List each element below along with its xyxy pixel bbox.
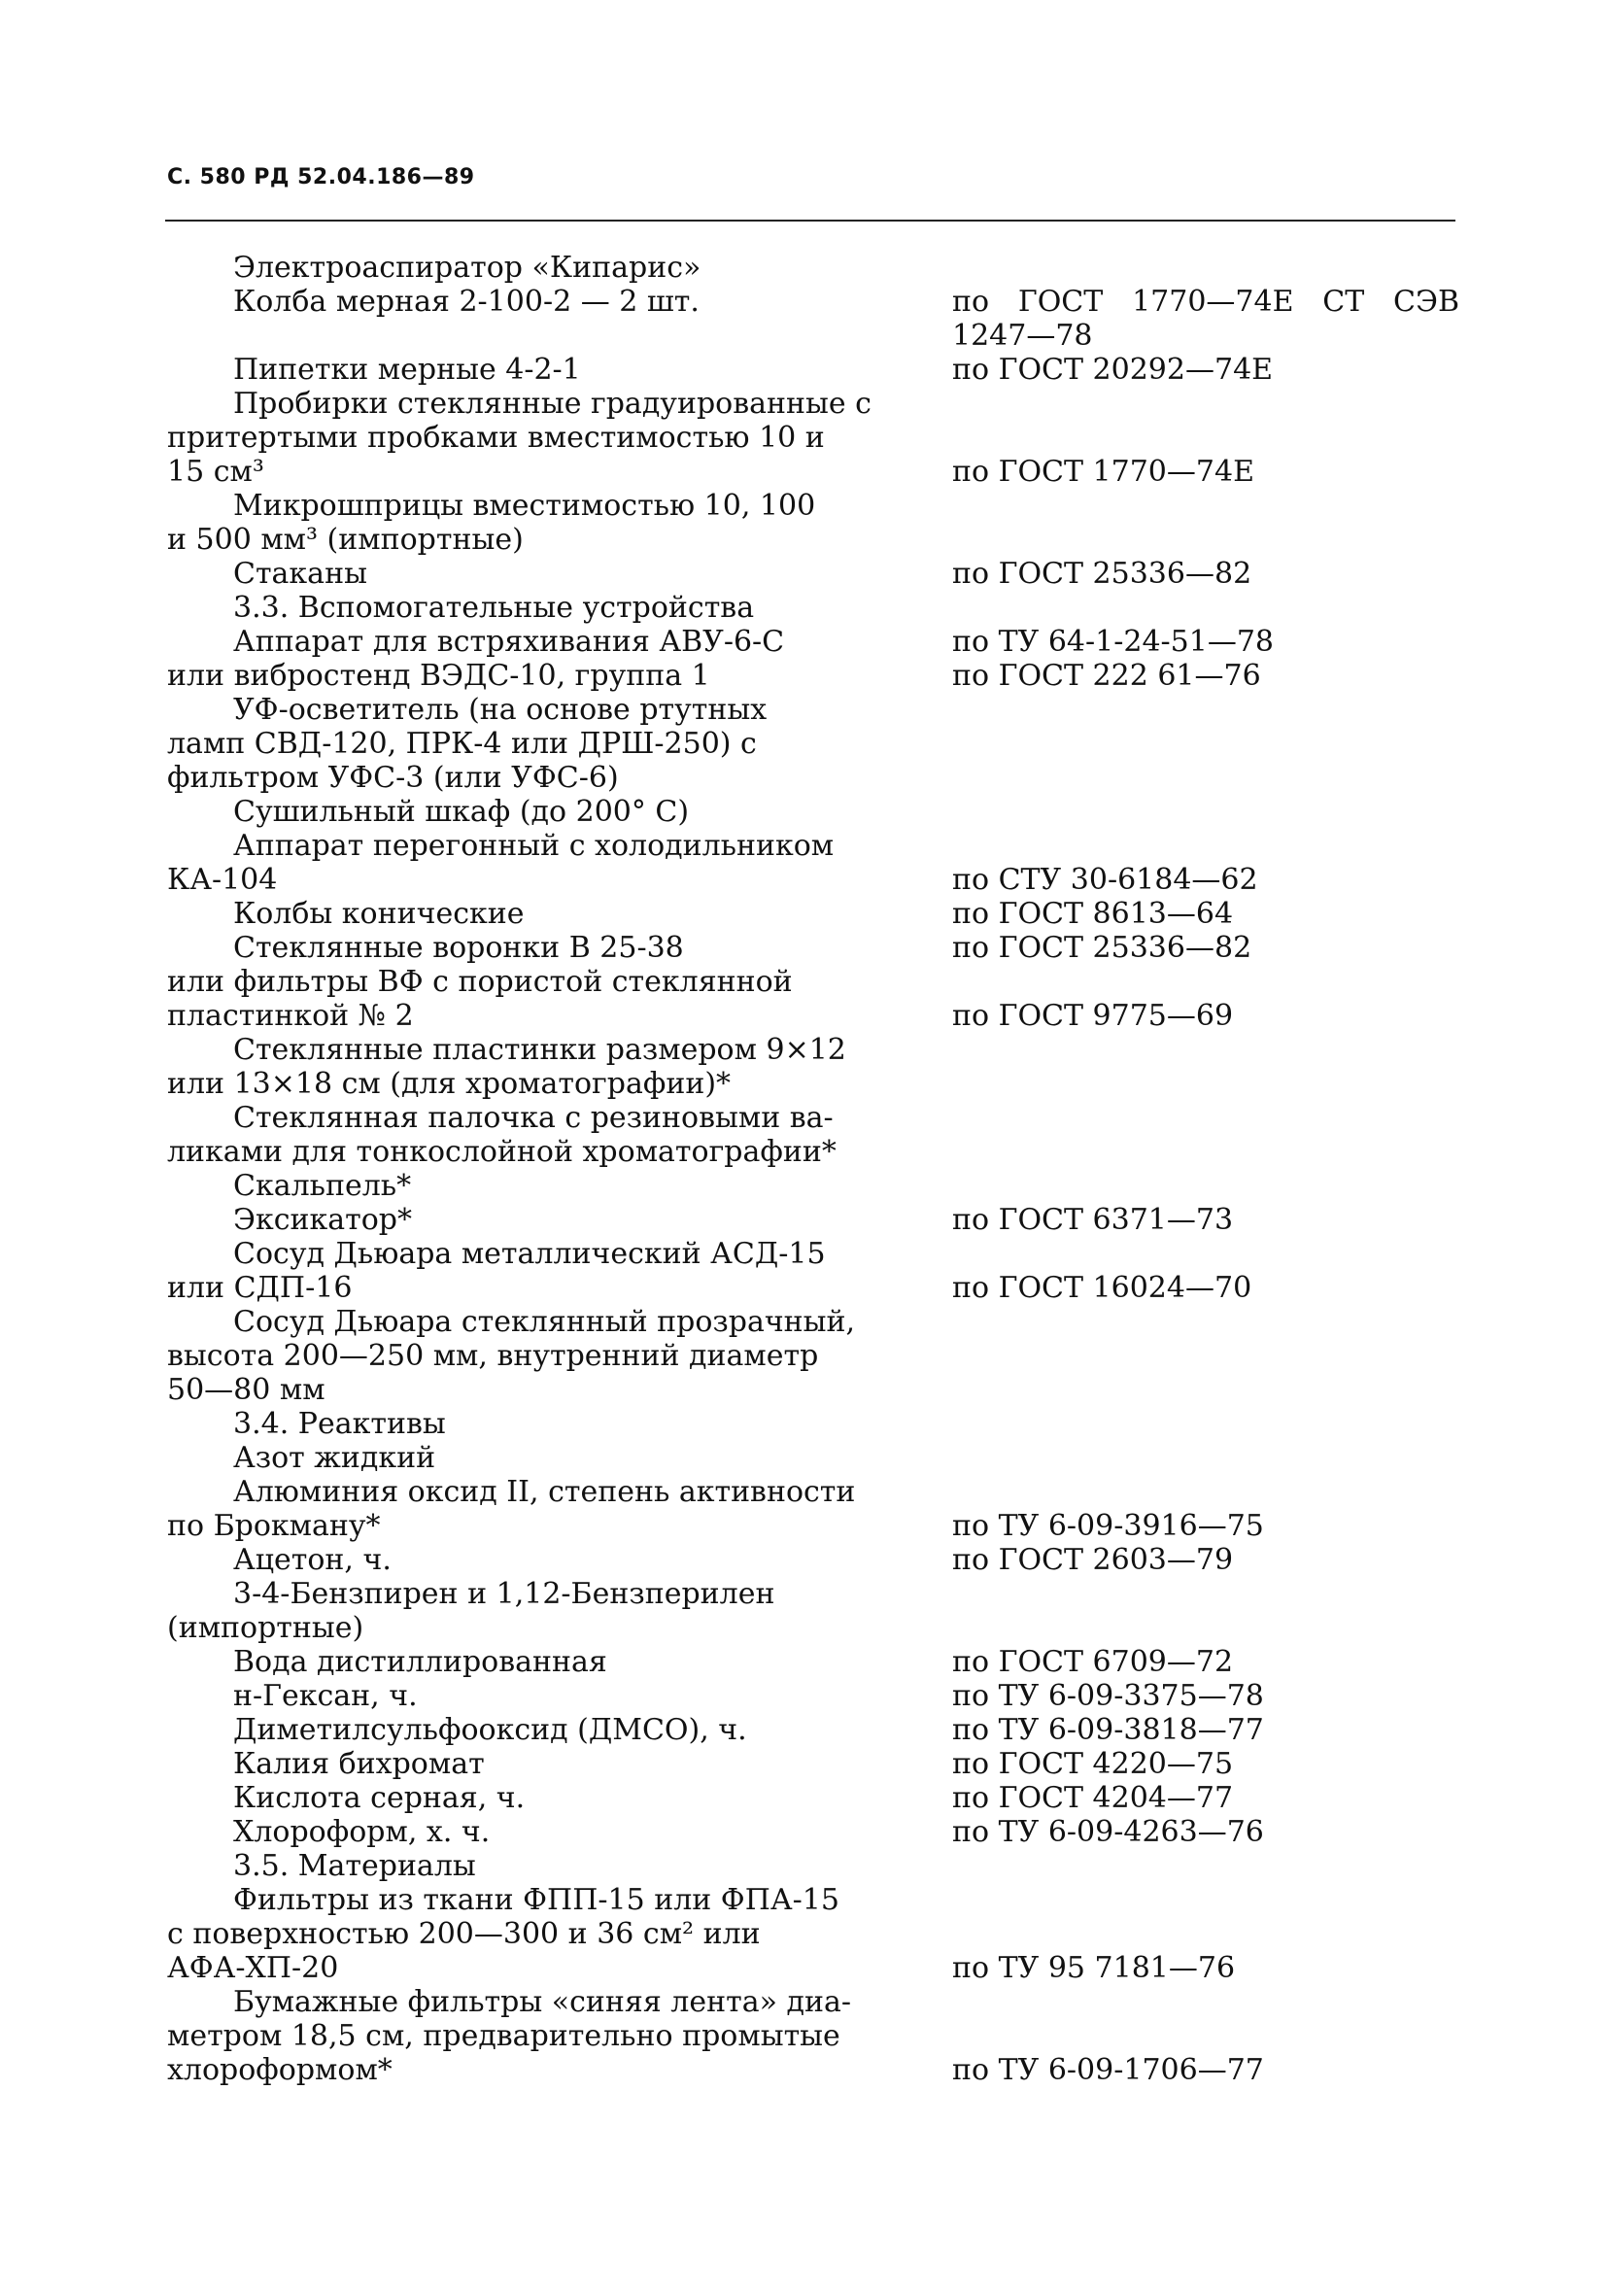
standard-line: по ГОСТ 25336—82 [952,931,1252,965]
description-line: или 13×18 см (для хроматографии)* [167,1067,732,1101]
standard-line [952,1169,1459,1203]
item-description [167,1475,952,1543]
list-item [167,1203,1459,1237]
description-line: Бумажные фильтры «синяя лента» диа- [233,1985,851,2019]
list-item [167,829,1459,897]
item-standard [952,693,1459,795]
description-line: КА-104 [167,863,278,897]
item-standard [952,1407,1459,1441]
description-line: 50—80 мм [167,1373,325,1407]
list-item [167,387,1459,489]
item-standard [952,1679,1459,1713]
item-standard [952,1305,1459,1407]
item-standard [952,1475,1459,1543]
item-description [167,1713,952,1747]
standard-line [952,523,1459,557]
item-standard [952,829,1459,897]
description-line: Скальпель* [233,1169,412,1203]
standard-line: по ТУ 6-09-3818—77 [952,1713,1264,1747]
standard-line: по ГОСТ 16024—70 [952,1271,1252,1305]
description-line: Эксикатор* [233,1203,412,1237]
description-line: хлороформом* [167,2053,393,2087]
list-item [167,693,1459,795]
description-line: 3.5. Материалы [233,1849,476,1883]
item-description [167,1747,952,1781]
list-item [167,1781,1459,1815]
item-standard [952,1747,1459,1781]
standard-line [952,1577,1459,1611]
standard-line [952,1407,1459,1441]
item-description [167,1577,952,1645]
description-line: по Брокману* [167,1509,381,1543]
description-line [167,319,952,353]
item-description [167,1101,952,1169]
description-line: Стеклянные воронки В 25-38 [233,931,684,965]
standard-line [952,727,1459,761]
item-standard [952,1985,1459,2087]
list-item [167,1305,1459,1407]
description-line: 3.4. Реактивы [233,1407,446,1441]
standard-line: по ГОСТ 25336—82 [952,557,1252,591]
standard-line: по ГОСТ 2603—79 [952,1543,1234,1577]
item-description [167,1237,952,1305]
description-line: Ацетон, ч. [233,1543,392,1577]
item-description [167,251,952,285]
item-standard [952,1781,1459,1815]
standard-line [952,1101,1459,1135]
description-line: высота 200—250 мм, внутренний диаметр [167,1339,819,1373]
standard-line [952,1135,1459,1169]
item-standard [952,1577,1459,1645]
standard-line [952,387,1459,421]
description-line: Пробирки стеклянные градуированные с [233,387,872,421]
description-line: и 500 мм³ (импортные) [167,523,524,557]
item-description [167,1543,952,1577]
item-standard [952,1849,1459,1883]
list-item [167,353,1459,387]
standard-line: по ГОСТ 1770—74Е [952,455,1254,489]
standard-line [952,829,1459,863]
description-line: Сосуд Дьюара стеклянный прозрачный, [233,1305,856,1339]
list-item [167,489,1459,557]
list-item [167,1441,1459,1475]
standard-line: по ГОСТ 20292—74Е [952,353,1274,387]
list-item [167,1713,1459,1747]
standard-line [952,693,1459,727]
item-standard [952,591,1459,625]
item-description [167,1407,952,1441]
standard-line: по ТУ 64-1-24-51—78 [952,625,1275,659]
standard-line [952,1067,1459,1101]
list-item [167,1033,1459,1101]
description-line: Колба мерная 2-100-2 — 2 шт. [233,285,700,319]
item-standard [952,1713,1459,1747]
item-standard [952,1441,1459,1475]
description-line: Сосуд Дьюара металлический АСД-15 [233,1237,826,1271]
standard-line: по ТУ 6-09-4263—76 [952,1815,1264,1849]
description-line: Диметилсульфооксид (ДМСО), ч. [233,1713,747,1747]
description-line: Стаканы [233,557,367,591]
section-heading-row [167,1407,1459,1441]
standard-line [952,965,1459,999]
section-heading-row [167,1849,1459,1883]
item-description [167,897,952,931]
item-description [167,625,952,693]
description-line: Аппарат перегонный с холодильником [233,829,835,863]
item-description [167,591,952,625]
standard-line [952,1441,1459,1475]
description-line: с поверхностью 200—300 и 36 см² или [167,1917,761,1951]
description-line: 15 см³ [167,455,264,489]
standard-line: по ТУ 6-09-3375—78 [952,1679,1264,1713]
list-item [167,1169,1459,1203]
list-item [167,1543,1459,1577]
description-line: Колбы конические [233,897,525,931]
item-standard [952,1543,1459,1577]
list-item [167,897,1459,931]
item-standard [952,1237,1459,1305]
item-standard [952,795,1459,829]
item-description [167,1679,952,1713]
description-line: притертыми пробками вместимостью 10 и [167,421,825,455]
standard-line: по ГОСТ 6371—73 [952,1203,1234,1237]
description-line: Азот жидкий [233,1441,436,1475]
standard-line: по ТУ 6-09-3916—75 [952,1509,1264,1543]
description-line: или вибростенд ВЭДС-10, группа 1 [167,659,710,693]
standard-line: по ГОСТ 8613—64 [952,897,1234,931]
description-line: н-Гексан, ч. [233,1679,418,1713]
standard-line: по ГОСТ 1770—74Е СТ СЭВ [952,285,1459,319]
item-description [167,1441,952,1475]
description-line: или СДП-16 [167,1271,353,1305]
standard-line: по ТУ 95 7181—76 [952,1951,1236,1985]
standard-line [952,251,1459,285]
standard-line [952,1883,1459,1917]
item-description [167,387,952,489]
description-line: Электроаспиратор «Кипарис» [233,251,701,285]
description-line: метром 18,5 см, предварительно промытые [167,2019,840,2053]
standard-line [952,1849,1459,1883]
description-line: Стеклянные пластинки размером 9×12 [233,1033,846,1067]
list-item [167,557,1459,591]
list-item [167,625,1459,693]
description-line: (импортные) [167,1611,364,1645]
standard-line [952,1339,1459,1373]
item-standard [952,625,1459,693]
item-standard [952,251,1459,285]
description-line: Микрошприцы вместимостью 10, 100 [233,489,816,523]
description-line: ламп СВД-120, ПРК-4 или ДРШ-250) с [167,727,757,761]
description-line: УФ-осветитель (на основе ртутных [233,693,768,727]
page-header: С. 580 РД 52.04.186—89 [167,165,475,189]
list-item [167,1645,1459,1679]
item-standard [952,353,1459,387]
header-rule [165,220,1455,222]
standard-line [952,761,1459,795]
equipment-list [167,251,1459,2087]
list-item [167,931,1459,1033]
standard-line [952,1917,1459,1951]
item-description [167,1645,952,1679]
standard-line [952,489,1459,523]
description-line: Хлороформ, х. ч. [233,1815,491,1849]
list-item [167,251,1459,285]
list-item [167,1475,1459,1543]
item-description [167,795,952,829]
item-standard [952,1203,1459,1237]
description-line: Аппарат для встряхивания АВУ-6-С [233,625,785,659]
standard-line [952,2019,1459,2053]
list-item [167,1237,1459,1305]
item-description [167,557,952,591]
description-line: 3.3. Вспомогательные устройства [233,591,755,625]
standard-line [952,1237,1459,1271]
item-standard [952,1815,1459,1849]
item-description [167,1883,952,1985]
standard-line [952,795,1459,829]
standard-line [952,1475,1459,1509]
item-standard [952,1169,1459,1203]
description-line: Пипетки мерные 4-2-1 [233,353,581,387]
standard-line: по СТУ 30-6184—62 [952,863,1258,897]
list-item [167,1747,1459,1781]
description-line: пластинкой № 2 [167,999,414,1033]
item-description [167,1781,952,1815]
item-description [167,829,952,897]
item-description [167,931,952,1033]
description-line: Кислота серная, ч. [233,1781,526,1815]
standard-line: по ГОСТ 4220—75 [952,1747,1234,1781]
list-item [167,1883,1459,1985]
item-description [167,1305,952,1407]
item-standard [952,931,1459,1033]
description-line: АФА-ХП-20 [167,1951,339,1985]
list-item [167,1815,1459,1849]
standard-line [952,421,1459,455]
item-description [167,1169,952,1203]
item-description [167,1985,952,2087]
list-item [167,1577,1459,1645]
standard-line [952,1305,1459,1339]
item-standard [952,1883,1459,1985]
description-line: ликами для тонкослойной хроматографии* [167,1135,837,1169]
standard-line: по ГОСТ 222 61—76 [952,659,1261,693]
item-description [167,693,952,795]
item-standard [952,285,1459,353]
standard-line [952,591,1459,625]
item-description [167,1849,952,1883]
list-item [167,285,1459,353]
standard-line: по ГОСТ 4204—77 [952,1781,1234,1815]
description-line: Сушильный шкаф (до 200° С) [233,795,690,829]
description-line: Фильтры из ткани ФПП-15 или ФПА-15 [233,1883,839,1917]
item-standard [952,1101,1459,1169]
item-description [167,353,952,387]
section-heading-row [167,591,1459,625]
item-standard [952,897,1459,931]
standard-line: по ТУ 6-09-1706—77 [952,2053,1264,2087]
standard-line [952,1373,1459,1407]
list-item [167,1985,1459,2087]
description-line: Вода дистиллированная [233,1645,607,1679]
item-description [167,285,952,353]
description-line: Калия бихромат [233,1747,485,1781]
description-line: 3-4-Бензпирен и 1,12-Бензперилен [233,1577,775,1611]
description-line: фильтром УФС-3 (или УФС-6) [167,761,619,795]
list-item [167,1679,1459,1713]
standard-line [952,1985,1459,2019]
item-description [167,489,952,557]
item-description [167,1203,952,1237]
standard-line: по ГОСТ 6709—72 [952,1645,1234,1679]
standard-line: по ГОСТ 9775—69 [952,999,1234,1033]
description-line: или фильтры ВФ с пористой стеклянной [167,965,793,999]
description-line: Алюминия оксид II, степень активности [233,1475,856,1509]
item-description [167,1033,952,1101]
item-description [167,1815,952,1849]
standard-line [952,1033,1459,1067]
item-standard [952,557,1459,591]
list-item [167,1101,1459,1169]
standard-line [952,1611,1459,1645]
description-line: Стеклянная палочка с резиновыми ва- [233,1101,834,1135]
list-item [167,795,1459,829]
item-standard [952,1645,1459,1679]
item-standard [952,489,1459,557]
standard-line: 1247—78 [952,319,1093,353]
item-standard [952,1033,1459,1101]
item-standard [952,387,1459,489]
